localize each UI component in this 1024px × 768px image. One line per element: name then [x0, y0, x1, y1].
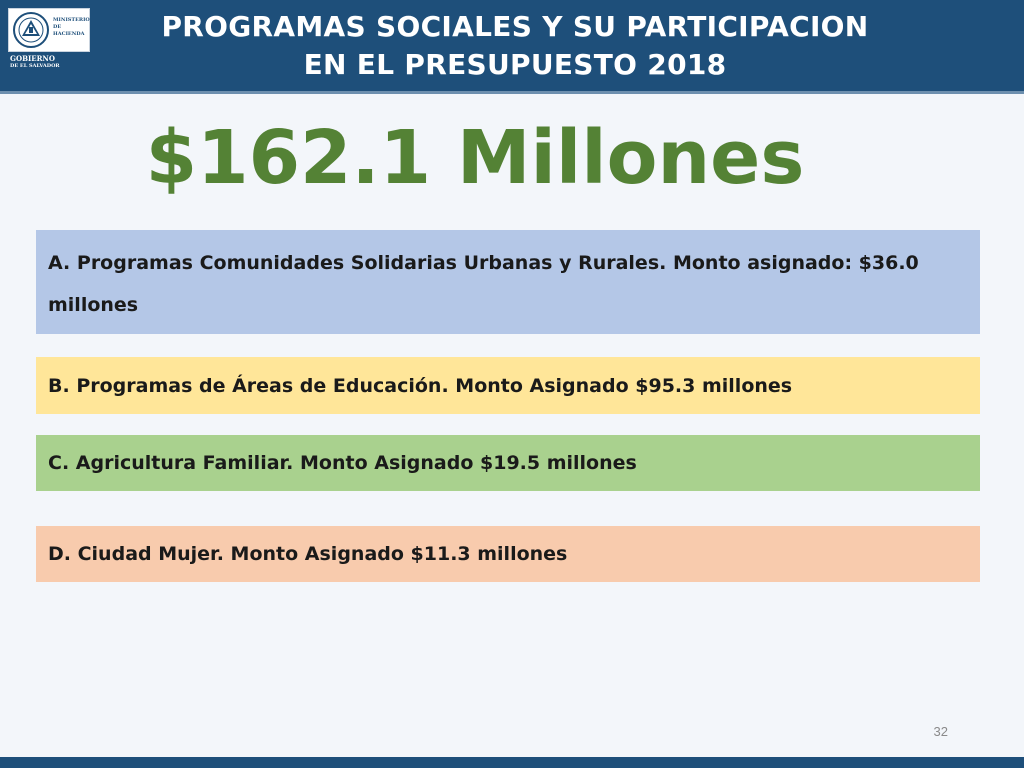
program-a-text: A. Programas Comunidades Solidarias Urbanas y Rurales. Monto asignado: $36.0 millones	[48, 252, 919, 316]
slide-header	[0, 0, 1024, 94]
ministry-name	[53, 17, 89, 38]
government-logo	[8, 8, 92, 74]
coat-of-arms-icon	[13, 12, 49, 48]
ministry-line-2: DE HACIENDA	[53, 24, 85, 37]
footer-bar	[0, 757, 1024, 768]
government-name	[10, 55, 70, 70]
page-number: 32	[933, 724, 948, 739]
program-d-box	[36, 526, 980, 582]
gov-line-2: DE EL SALVADOR	[10, 63, 60, 69]
program-c-text: C. Agricultura Familiar. Monto Asignado $19.5 millones	[48, 452, 637, 474]
slide-title-line-1: PROGRAMAS SOCIALES Y SU PARTICIPACION	[161, 10, 869, 43]
slide-title-line-2: EN EL PRESUPUESTO 2018	[303, 48, 727, 81]
program-a-box	[36, 230, 980, 334]
total-amount: $162.1 Millones	[145, 115, 805, 201]
gov-line-1: GOBIERNO	[10, 54, 55, 63]
program-d-text: D. Ciudad Mujer. Monto Asignado $11.3 millones	[48, 543, 568, 565]
program-b-box	[36, 357, 980, 414]
logo-box	[8, 8, 90, 52]
program-c-box	[36, 435, 980, 491]
ministry-line-1: MINISTERIO	[53, 17, 90, 23]
program-b-text: B. Programas de Áreas de Educación. Monto Asignado $95.3 millones	[48, 374, 793, 397]
slide-title	[100, 8, 930, 84]
